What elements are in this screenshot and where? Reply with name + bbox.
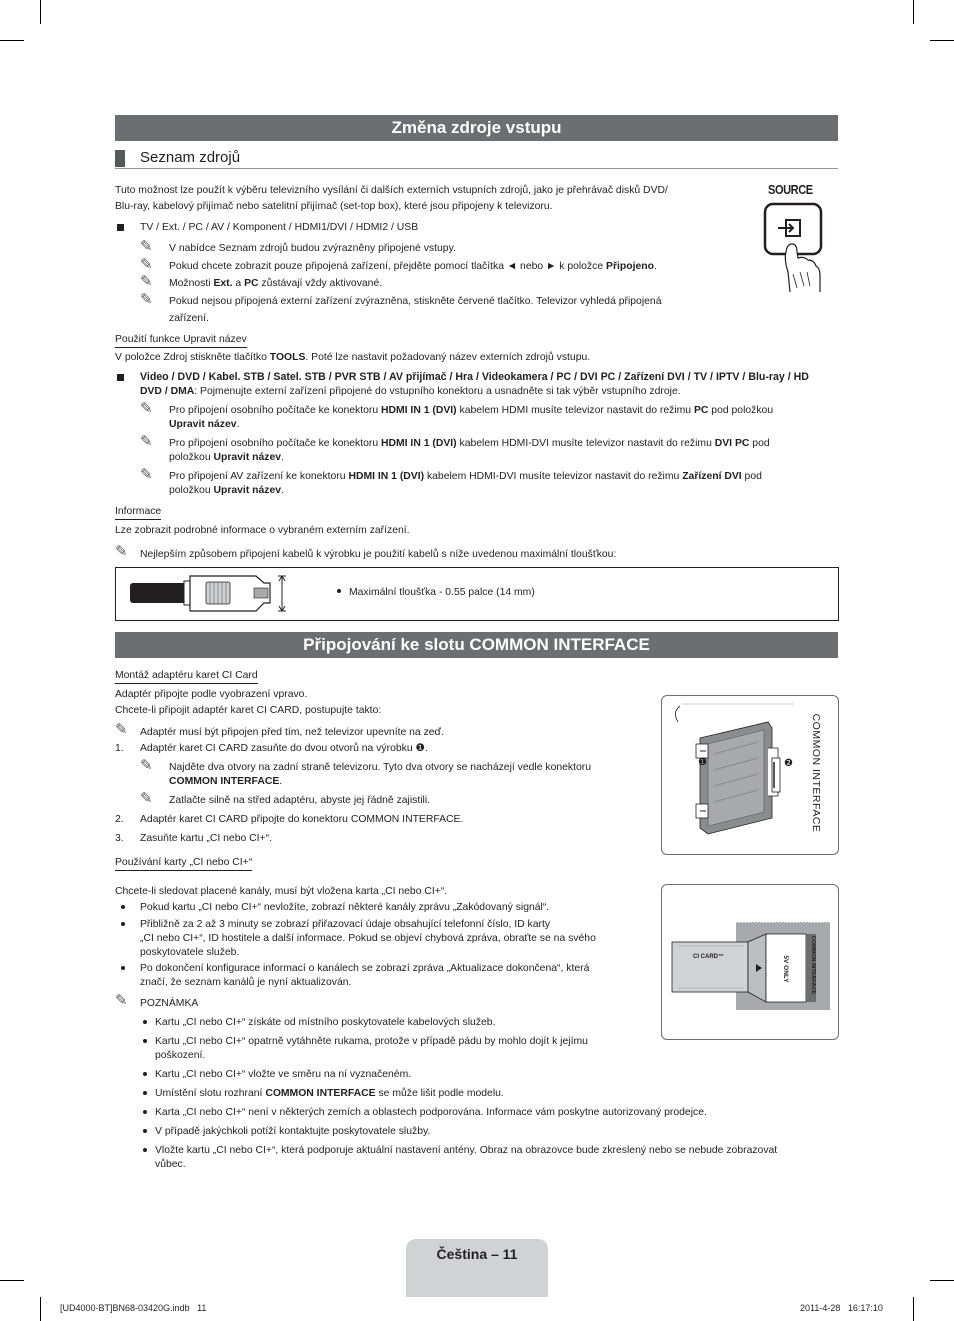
bullet-square (117, 224, 124, 231)
crop-mark (930, 1280, 954, 1281)
note-text: Pro připojení AV zařízení ke konektoru HDMI IN 1 (DVI) kabelem HDMI-DVI musíte televizor nastavit do režimu Zařízení DVI pod (169, 471, 762, 482)
slot-label: COMMON INTERFACE (810, 935, 816, 995)
note-item: Karta „CI nebo CI+“ není v některých zemích a oblastech podporována. Informace vám poskytne autorizovaný prodejce. (155, 1107, 707, 1118)
note-pencil-icon: ✎ (115, 721, 128, 738)
step-number: 2. (115, 814, 124, 825)
bullet-dot (143, 1110, 147, 1114)
bullet-dot (337, 589, 341, 593)
note-text: Pokud chcete zobrazit pouze připojená zařízení, přejděte pomocí tlačítka ◄ nebo ► k položce Připojeno. (169, 261, 657, 272)
section-title-ci: Připojování ke slotu COMMON INTERFACE (115, 632, 838, 658)
page-number: Čeština – 11 (436, 1246, 518, 1262)
source-button-icon (760, 200, 830, 296)
bullet-dot (143, 1091, 147, 1095)
info-text: Lze zobrazit podrobné informace o vybraném externím zařízení. (115, 525, 410, 536)
step-text: Zasuňte kartu „CI nebo CI+“. (140, 833, 272, 844)
subsection-header (115, 148, 838, 169)
crop-mark (913, 0, 914, 24)
bullet-dot (121, 922, 125, 926)
bullet-dot (121, 966, 125, 970)
note-item: Vložte kartu „CI nebo CI+“, která podporuje aktuální nastavení antény. Obraz na obrazovce bude zkreslený nebo se nebude zobrazovat (155, 1145, 778, 1156)
note-pencil-icon: ✎ (115, 543, 128, 560)
names-list-cont: DVD / DMA: Pojmenujte externí zařízení připojené do vstupního konektoru a usnadněte si tak výběr vstupního zdroje. (140, 386, 681, 397)
mount-text: Chcete-li připojit adaptér karet CI CARD, postupujte takto: (115, 705, 382, 716)
note-text: zařízení. (169, 313, 209, 324)
crop-mark (913, 1297, 914, 1321)
note-pencil-icon: ✎ (140, 400, 153, 417)
note-text: Pro připojení osobního počítače ke konektoru HDMI IN 1 (DVI) kabelem HDMI-DVI musíte televizor nastavit do režimu DVI PC pod (169, 438, 770, 449)
note-text: V nabídce Seznam zdrojů budou zvýrazněny připojené vstupy. (169, 243, 456, 254)
note-text: Najděte dva otvory na zadní straně televizoru. Tyto dva otvory se nacházejí vedle konektoru (169, 762, 592, 773)
file-info: [UD4000-BT]BN68-03420G.indb 11 (60, 1303, 207, 1313)
use-intro: Chcete-li sledovat placené kanály, musí být vložena karta „CI nebo CI+“. (115, 886, 448, 897)
note-text: položkou Upravit název. (169, 452, 284, 463)
step-number: 1. (115, 743, 124, 754)
note-text: položkou Upravit název. (169, 485, 284, 496)
voltage-label: 5V ONLY (782, 955, 789, 983)
ci-card-label: CI CARD™ (693, 954, 724, 960)
use-bullet-cont: značí, že seznam kanálů je nyní aktualizován. (140, 977, 352, 988)
note-pencil-icon: ✎ (140, 256, 153, 273)
step-number: 3. (115, 833, 124, 844)
bullet-dot (143, 1148, 147, 1152)
note-pencil-icon: ✎ (140, 757, 153, 774)
marker-two: ❷ (784, 758, 793, 769)
subsection-title: Seznam zdrojů (140, 149, 241, 166)
print-date: 2011-4-28 16:17:10 (800, 1303, 883, 1313)
use-bullet-cont: poskytovatele služeb. (140, 947, 240, 958)
crop-mark (40, 0, 41, 24)
cable-note: Nejlepším způsobem připojení kabelů k výrobku je použití kabelů s níže uvedenou maximální tloušťkou: (140, 549, 617, 560)
note-item: Umístění slotu rozhraní COMMON INTERFACE se může lišit podle modelu. (155, 1088, 504, 1099)
ci-adapter-illustration (668, 700, 794, 850)
use-heading: Používání karty „CI nebo CI+“ (115, 856, 252, 870)
note-item: Kartu „CI nebo CI+“ opatrně vytáhněte rukama, protože v případě pádu by mohlo dojít k jejímu (155, 1036, 588, 1047)
use-bullet: Přibližně za 2 až 3 minuty se zobrazí přiřazovací údaje obsahující telefonní číslo, ID karty (140, 919, 551, 930)
note-text: Možnosti Ext. a PC zůstávají vždy aktivované. (169, 278, 383, 289)
note-item-cont: poškození. (155, 1050, 206, 1061)
max-thickness: Maximální tloušťka - 0.55 palce (14 mm) (349, 587, 535, 598)
bullet-dot (143, 1020, 147, 1024)
note-text: Upravit název. (169, 419, 240, 430)
mount-heading: Montáž adaptéru karet CI Card (115, 669, 258, 683)
bullet-dot (143, 1072, 147, 1076)
intro-line: Tuto možnost lze použít k výběru televizního vysílání či dalších externích vstupních zdrojů, jako je přehrávač disků DVD/ (115, 185, 668, 196)
intro-line: Blu-ray, kabelový přijímač nebo satelitní přijímač (set-top box), které jsou připojeny k televizoru. (115, 201, 553, 212)
note-pencil-icon: ✎ (115, 992, 128, 1009)
rename-text: V položce Zdroj stiskněte tlačítko TOOLS. Poté lze nastavit požadovaný název externích zdrojů vstupu. (115, 352, 591, 363)
note-pencil-icon: ✎ (140, 291, 153, 308)
cable-connector-icon (128, 573, 293, 615)
note-item: Kartu „CI nebo CI+“ získáte od místního poskytovatele kabelových služeb. (155, 1017, 496, 1028)
use-bullet-cont: „CI nebo CI+“, ID hostitele a další informace. Pokud se objeví chybová zpráva, obraťte se na svého (140, 933, 596, 944)
mount-note: Adaptér musí být připojen před tím, než televizor upevníte na zeď. (140, 727, 444, 738)
note-heading: POZNÁMKA (140, 998, 199, 1009)
step-text: Adaptér karet CI CARD zasuňte do dvou otvorů na výrobku ❶. (140, 743, 428, 754)
crop-mark (0, 40, 24, 41)
bullet-dot (143, 1039, 147, 1043)
note-item: V případě jakýchkoli potíží kontaktujte poskytovatele služby. (155, 1126, 431, 1137)
note-item: Kartu „CI nebo CI+“ vložte ve směru na ní vyznačeném. (155, 1069, 412, 1080)
common-interface-label: COMMON INTERFACE (810, 713, 822, 833)
crop-mark (930, 40, 954, 41)
note-text: COMMON INTERFACE. (169, 776, 283, 787)
source-button-label: SOURCE (768, 182, 813, 197)
crop-mark (40, 1297, 41, 1321)
note-pencil-icon: ✎ (140, 273, 153, 290)
use-bullet: Pokud kartu „CI nebo CI+“ nevložíte, zobrazí některé kanály zprávu „Zakódovaný signál“. (140, 902, 550, 913)
bullet-square (117, 374, 124, 381)
bullet-dot (121, 905, 125, 909)
note-pencil-icon: ✎ (140, 238, 153, 255)
names-list: Video / DVD / Kabel. STB / Satel. STB / PVR STB / AV přijímač / Hra / Videokamera / PC / DVI PC / Zařízení DVI / TV / IPTV / Blu-ray / HD (140, 371, 809, 383)
note-pencil-icon: ✎ (140, 433, 153, 450)
note-text: Pro připojení osobního počítače ke konektoru HDMI IN 1 (DVI) kabelem HDMI musíte televizor nastavit do režimu PC pod položkou (169, 405, 774, 416)
bullet-dot (143, 1129, 147, 1133)
mount-text: Adaptér připojte podle vyobrazení vpravo. (115, 689, 308, 700)
note-item-cont: vůbec. (155, 1159, 186, 1170)
note-pencil-icon: ✎ (140, 790, 153, 807)
info-heading: Informace (115, 505, 161, 519)
section-title-source: Změna zdroje vstupu (115, 115, 838, 141)
crop-mark (0, 1280, 24, 1281)
note-pencil-icon: ✎ (140, 466, 153, 483)
subsection-marker (115, 150, 125, 167)
note-text: Zatlačte silně na střed adaptéru, abyste jej řádně zajistili. (169, 795, 431, 806)
use-bullet: Po dokončení konfigurace informací o kanálech se zobrazí zpráva „Aktualizace dokončena“, která (140, 963, 590, 974)
step-text: Adaptér karet CI CARD připojte do konektoru COMMON INTERFACE. (140, 814, 464, 825)
note-text: Pokud nejsou připojená externí zařízení zvýrazněna, stiskněte červené tlačítko. Televizor vyhledá připojená (169, 296, 662, 307)
rename-heading: Použití funkce Upravit název (115, 333, 247, 347)
marker-one: ❶ (698, 757, 707, 768)
sources-list: TV / Ext. / PC / AV / Komponent / HDMI1/DVI / HDMI2 / USB (140, 222, 419, 233)
